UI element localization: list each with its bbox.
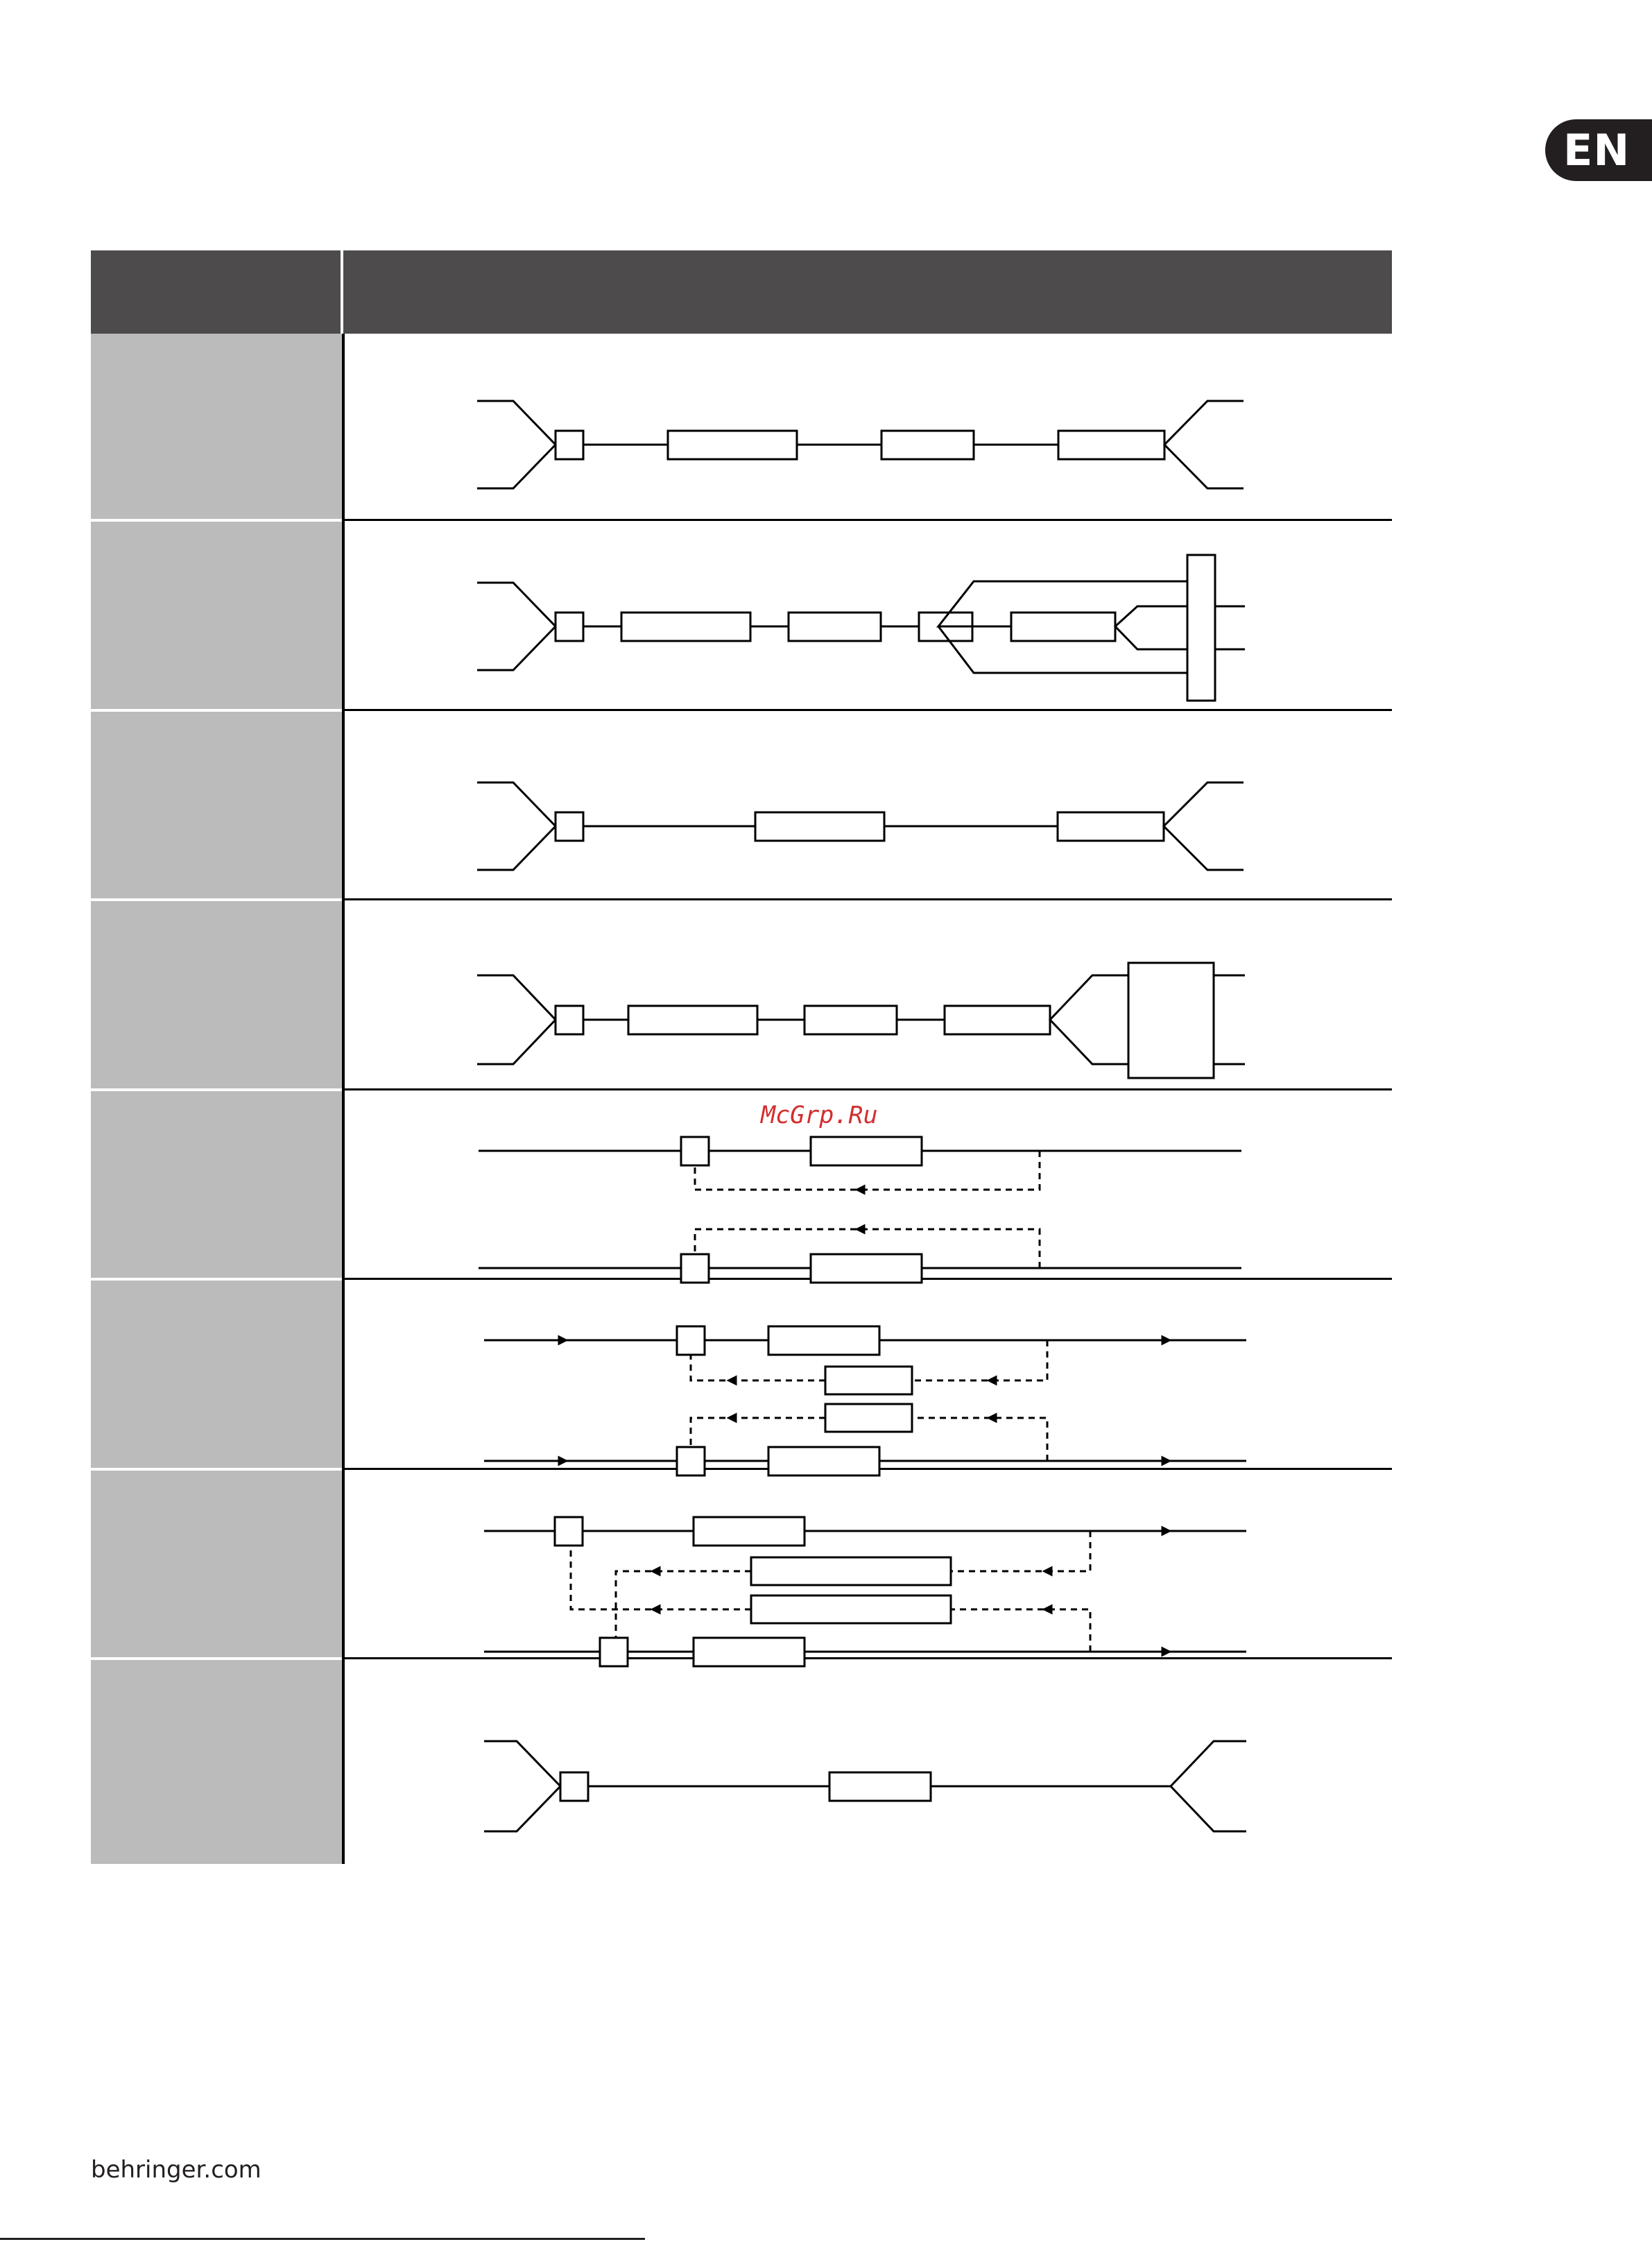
- routing-diagram-3: [477, 782, 1244, 870]
- routing-diagram-6: [484, 1326, 1246, 1475]
- routing-diagram-8: [484, 1741, 1246, 1831]
- watermark: McGrp.Ru: [761, 1102, 878, 1129]
- routing-diagram-5: [479, 1137, 1241, 1283]
- routing-diagram-4: [477, 963, 1245, 1078]
- routing-diagram-1: [477, 401, 1244, 488]
- routing-diagram-7: [484, 1517, 1246, 1666]
- routing-diagram-2: [477, 555, 1245, 701]
- language-tab: EN: [1545, 119, 1652, 181]
- footer-rule: [0, 2238, 645, 2240]
- footer-website[interactable]: behringer.com: [91, 2156, 261, 2184]
